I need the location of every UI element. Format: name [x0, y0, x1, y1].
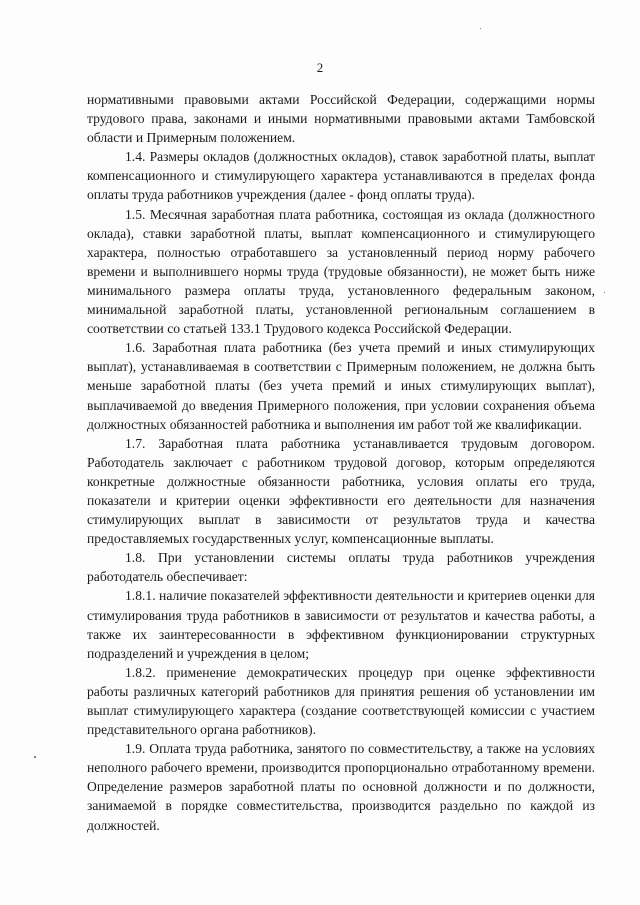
paragraph-continuation: нормативными правовыми актами Российской Федерации, содержащими нормы трудового права, законами и иными нормативными правовыми актами Тамбовской области и Примерным положением. [87, 92, 595, 146]
paragraph-1-8: 1.8. При установлении системы оплаты труда работников учреждения работодатель обеспечивает: [87, 550, 595, 585]
paragraph-1-5: 1.5. Месячная заработная плата работника, состоящая из оклада (должностного оклада), ставки заработной платы, выплат компенсационного и стимулирующего характера, полностью отработавшего за установленный период норму рабочего времени и выполнившего нормы труда (трудовые обязанности), не может быть ниже минимального размера оплаты труда, установленного федеральным законом, минимальной заработной платы, установленной региональным соглашением в соответствии со статьей 133.1 Трудового кодекса Российской Федерации. [87, 206, 595, 337]
scan-speck [34, 756, 36, 758]
scan-speck [480, 28, 481, 29]
paragraph-1-7: 1.7. Заработная плата работника устанавливается трудовым договором. Работодатель заключает с работником трудовой договор, которым определяются конкретные должностные обязанности работника, условия оплаты его труда, показатели и критерии оценки эффективности его деятельности для назначения стимулирующих выплат в зависимости от результатов труда и качества предоставляемых государственных услуг, компенсационные выплаты. [87, 435, 595, 547]
paragraph-1-4: 1.4. Размеры окладов (должностных окладов), ставок заработной платы, выплат компенсационного и стимулирующего характера устанавливаются в пределах фонда оплаты труда работников учреждения (далее - фонд оплаты труда). [87, 149, 595, 203]
paragraph-1-6: 1.6. Заработная плата работника (без учета премий и иных стимулирующих выплат), устанавливаемая в соответствии с Примерным положением, не должна быть меньше заработной платы (без учета премий и иных стимулирующих выплат), выплачиваемой до введения Примерного положения, при условии сохранения объема должностных обязанностей работника и выполнения им работ той же квалификации. [87, 340, 595, 432]
document-body [87, 90, 595, 835]
paragraph-1-8-2: 1.8.2. применение демократических процедур при оценке эффективности работы различных категорий работников для принятия решения об установлении им выплат стимулирующего характера (создание соответствующей комиссии с участием представительного органа работников). [87, 664, 595, 738]
page-number: 2 [316, 60, 324, 75]
scan-speck [604, 292, 605, 293]
paragraph-1-9: 1.9. Оплата труда работника, занятого по совместительству, а также на условиях неполного рабочего времени, производится пропорционально отработанному времени. Определение размеров заработной платы по основной должности и по должности, занимаемой в порядке совместительства, производится раздельно по каждой из должностей. [87, 741, 595, 833]
paragraph-1-8-1: 1.8.1. наличие показателей эффективности деятельности и критериев оценки для стимулирования труда работников в зависимости от результатов и качества работы, а также их заинтересованности в эффективном функционировании структурных подразделений и учреждения в целом; [87, 588, 595, 661]
